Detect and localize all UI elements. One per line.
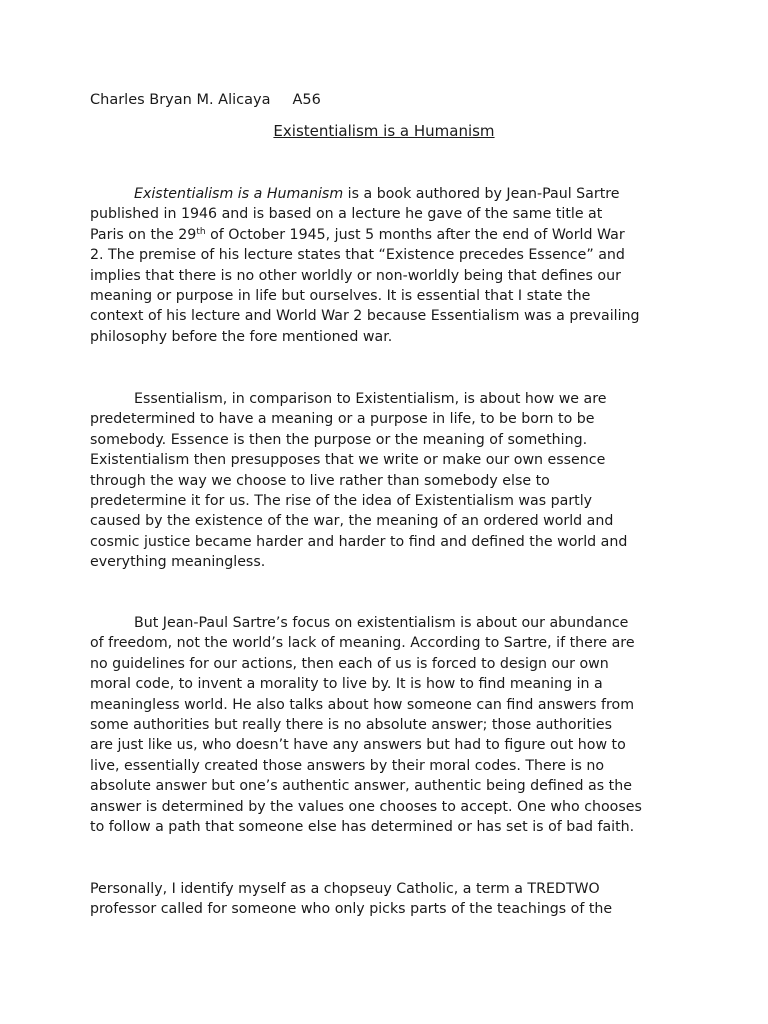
paragraph-line: moral code, to invent a morality to live by. It is how to find meaning in a xyxy=(90,676,603,693)
paragraph-line: professor called for someone who only picks parts of the teachings of the xyxy=(90,901,613,918)
paragraph-4 xyxy=(90,879,690,920)
paragraph-line xyxy=(90,389,690,409)
paragraph-line: cosmic justice became harder and harder to find and defined the world and xyxy=(90,533,628,550)
ordinal-superscript: th xyxy=(196,226,206,237)
paragraph-line xyxy=(90,184,690,204)
paragraph-2 xyxy=(90,389,690,573)
paragraph-line: context of his lecture and World War 2 because Essentialism was a prevailing xyxy=(90,308,640,325)
paragraph-1 xyxy=(90,184,690,347)
paragraph-line: everything meaningless. xyxy=(90,554,266,571)
paragraph-line: caused by the existence of the war, the meaning of an ordered world and xyxy=(90,513,614,530)
paragraph-line xyxy=(90,613,690,633)
paragraph-line: somebody. Essence is then the purpose or the meaning of something. xyxy=(90,431,588,448)
paragraph-line: to follow a path that someone else has determined or has set is of bad faith. xyxy=(90,819,635,836)
paragraph-line: predetermine it for us. The rise of the idea of Existentialism was partly xyxy=(90,493,593,510)
paragraph-line: absolute answer but one’s authentic answer, authentic being defined as the xyxy=(90,778,632,795)
paragraph-line: are just like us, who doesn’t have any answers but had to figure out how to xyxy=(90,737,626,754)
paragraph-line: 2. The premise of his lecture states that “Existence precedes Essence” and xyxy=(90,247,625,264)
paragraph-line: of freedom, not the world’s lack of meaning. According to Sartre, if there are xyxy=(90,635,635,652)
book-title-italic: Existentialism is a Humanism xyxy=(134,186,344,202)
paragraph-line: answer is determined by the values one chooses to accept. One who chooses xyxy=(90,798,642,815)
paragraph-line: implies that there is no other worldly or non-worldly being that defines our xyxy=(90,267,621,284)
paragraph-line: meaningless world. He also talks about how someone can find answers from xyxy=(90,696,635,713)
paragraph-line: published in 1946 and is based on a lecture he gave of the same title at xyxy=(90,206,603,223)
paragraph-line: live, essentially created those answers by their moral codes. There is no xyxy=(90,757,605,774)
paragraph-line: Personally, I identify myself as a chopseuy Catholic, a term a TREDTWO xyxy=(90,881,600,897)
paragraph-line: Existentialism then presupposes that we write or make our own essence xyxy=(90,452,606,469)
paragraph-line: some authorities but really there is no absolute answer; those authorities xyxy=(90,717,613,734)
line-text: But Jean-Paul Sartre’s focus on existentialism is about our abundance xyxy=(134,615,629,631)
paragraph-line xyxy=(90,225,690,245)
line-text: Paris on the 29 xyxy=(90,226,197,243)
paragraph-line: predetermined to have a meaning or a purpose in life, to be born to be xyxy=(90,411,595,428)
line-text: of October 1945, just 5 months after the end of World War xyxy=(205,226,625,243)
line-text: Essentialism, in comparison to Existentialism, is about how we are xyxy=(134,391,607,407)
document-title: Existentialism is a Humanism xyxy=(273,122,495,140)
line-text: is a book authored by Jean-Paul Sartre xyxy=(343,186,620,202)
section-code: A56 xyxy=(292,92,321,108)
paragraph-line: meaning or purpose in life but ourselves. It is essential that I state the xyxy=(90,288,591,305)
paragraph-3 xyxy=(90,613,690,837)
paragraph-line: philosophy before the fore mentioned war. xyxy=(90,328,393,345)
paragraph-line: through the way we choose to live rather than somebody else to xyxy=(90,472,550,489)
author-header xyxy=(90,92,321,108)
author-name: Charles Bryan M. Alicaya xyxy=(90,92,271,108)
paragraph-line: no guidelines for our actions, then each of us is forced to design our own xyxy=(90,655,609,672)
